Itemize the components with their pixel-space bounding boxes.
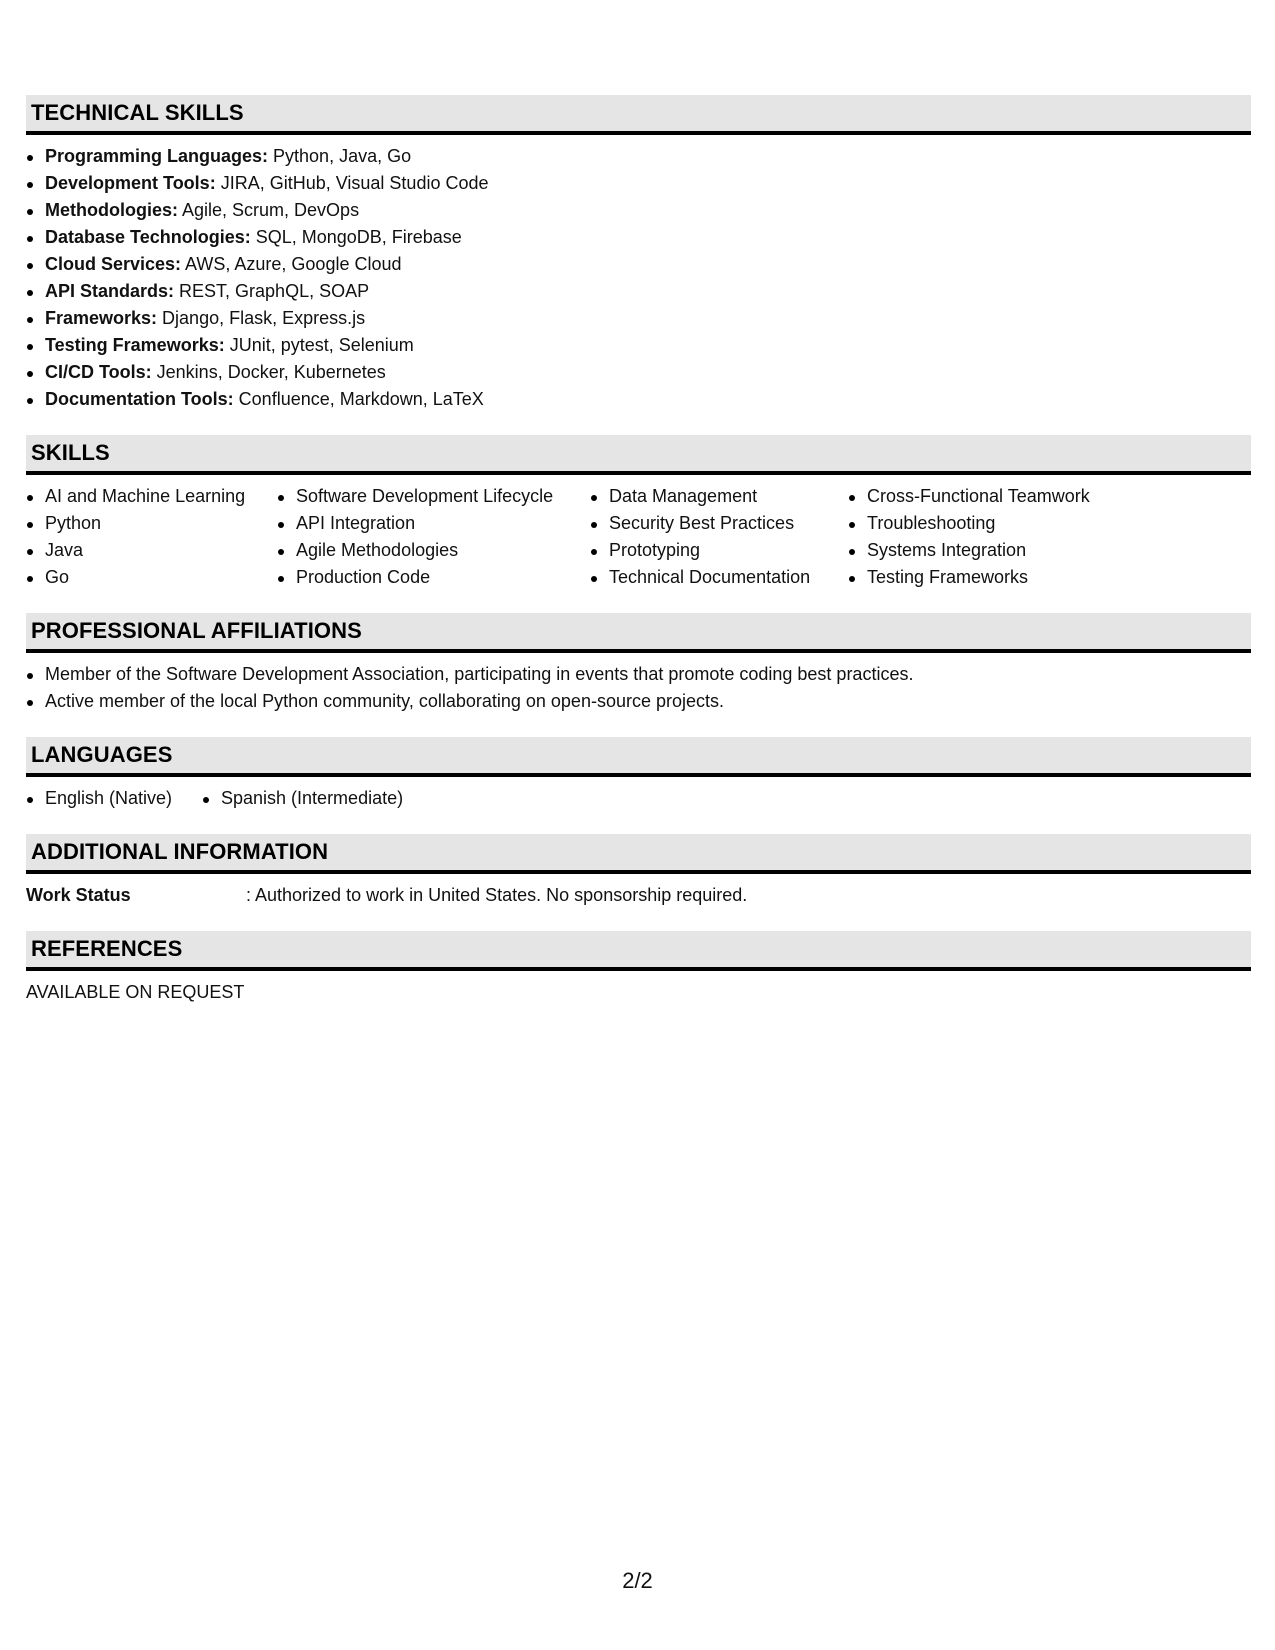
- skills-column: [26, 483, 277, 591]
- list-item: Spanish (Intermediate): [202, 785, 403, 812]
- list-item: Troubleshooting: [848, 510, 1148, 537]
- list-item: AI and Machine Learning: [26, 483, 277, 510]
- skills-column: [590, 483, 848, 591]
- list-item: [26, 143, 1251, 170]
- resume-page: [26, 95, 1251, 1028]
- list-item: [26, 305, 1251, 332]
- list-item: English (Native): [26, 785, 202, 812]
- work-status-label: Work Status: [26, 885, 131, 905]
- list-item: API Integration: [277, 510, 590, 537]
- list-item: Software Development Lifecycle: [277, 483, 590, 510]
- skill-category-label: Testing Frameworks:: [45, 335, 225, 355]
- languages-heading: LANGUAGES: [31, 742, 173, 767]
- affiliations-section: [26, 613, 1251, 715]
- list-item: Security Best Practices: [590, 510, 848, 537]
- section-header: [26, 95, 1251, 135]
- skill-category-label: Development Tools:: [45, 173, 216, 193]
- skill-category-value: SQL, MongoDB, Firebase: [250, 227, 462, 247]
- list-item: [26, 170, 1251, 197]
- skill-category-value: JIRA, GitHub, Visual Studio Code: [215, 173, 489, 193]
- skill-category-value: REST, GraphQL, SOAP: [174, 281, 370, 301]
- skill-category-label: API Standards:: [45, 281, 175, 301]
- skill-category-value: Confluence, Markdown, LaTeX: [233, 389, 484, 409]
- skill-category-label: Documentation Tools:: [45, 389, 234, 409]
- section-header: [26, 435, 1251, 475]
- list-item: Go: [26, 564, 277, 591]
- additional-info-section: [26, 834, 1251, 909]
- list-item: [26, 386, 1251, 413]
- list-item: [26, 251, 1251, 278]
- list-item: Technical Documentation: [590, 564, 848, 591]
- skill-category-value: Python, Java, Go: [268, 146, 412, 166]
- skill-category-value: Django, Flask, Express.js: [157, 308, 366, 328]
- section-header: [26, 834, 1251, 874]
- list-item: Production Code: [277, 564, 590, 591]
- list-item: Cross-Functional Teamwork: [848, 483, 1148, 510]
- skills-column: [848, 483, 1148, 591]
- skill-category-value: Agile, Scrum, DevOps: [178, 200, 360, 220]
- list-item: [26, 197, 1251, 224]
- list-item: [26, 359, 1251, 386]
- list-item: Active member of the local Python community, collaborating on open-source projects.: [26, 688, 1251, 715]
- skill-category-label: CI/CD Tools:: [45, 362, 152, 382]
- list-item: Java: [26, 537, 277, 564]
- skills-section: [26, 435, 1251, 591]
- list-item: Data Management: [590, 483, 848, 510]
- skills-column: [277, 483, 590, 591]
- list-item: Python: [26, 510, 277, 537]
- languages-list: [202, 785, 403, 812]
- list-item: Testing Frameworks: [848, 564, 1148, 591]
- section-header: [26, 613, 1251, 653]
- work-status-value: : Authorized to work in United States. No sponsorship required.: [246, 885, 748, 905]
- list-item: Prototyping: [590, 537, 848, 564]
- work-status-row: [26, 882, 1251, 909]
- technical-skills-list: [26, 143, 1251, 413]
- list-item: [26, 278, 1251, 305]
- additional-info-heading: ADDITIONAL INFORMATION: [31, 839, 329, 864]
- list-item: Agile Methodologies: [277, 537, 590, 564]
- references-section: [26, 931, 1251, 1006]
- references-heading: REFERENCES: [31, 936, 183, 961]
- languages-row: [26, 785, 1251, 812]
- skill-category-label: Frameworks:: [45, 308, 158, 328]
- section-header: [26, 931, 1251, 971]
- skill-category-value: Jenkins, Docker, Kubernetes: [151, 362, 386, 382]
- skill-category-label: Cloud Services:: [45, 254, 182, 274]
- technical-skills-heading: TECHNICAL SKILLS: [31, 100, 244, 125]
- skill-category-label: Programming Languages:: [45, 146, 269, 166]
- list-item: Systems Integration: [848, 537, 1148, 564]
- skills-heading: SKILLS: [31, 440, 110, 465]
- languages-section: [26, 737, 1251, 812]
- languages-list: [26, 785, 202, 812]
- section-header: [26, 737, 1251, 777]
- list-item: Member of the Software Development Association, participating in events that promote coding best practices.: [26, 661, 1251, 688]
- skill-category-value: JUnit, pytest, Selenium: [224, 335, 414, 355]
- skills-grid: [26, 483, 1251, 591]
- affiliations-list: [26, 661, 1251, 715]
- technical-skills-section: [26, 95, 1251, 413]
- list-item: [26, 224, 1251, 251]
- skill-category-value: AWS, Azure, Google Cloud: [181, 254, 402, 274]
- references-text: AVAILABLE ON REQUEST: [26, 982, 245, 1002]
- page-number: 2/2: [622, 1568, 653, 1593]
- affiliations-heading: PROFESSIONAL AFFILIATIONS: [31, 618, 362, 643]
- list-item: [26, 332, 1251, 359]
- skill-category-label: Database Technologies:: [45, 227, 251, 247]
- skill-category-label: Methodologies:: [45, 200, 178, 220]
